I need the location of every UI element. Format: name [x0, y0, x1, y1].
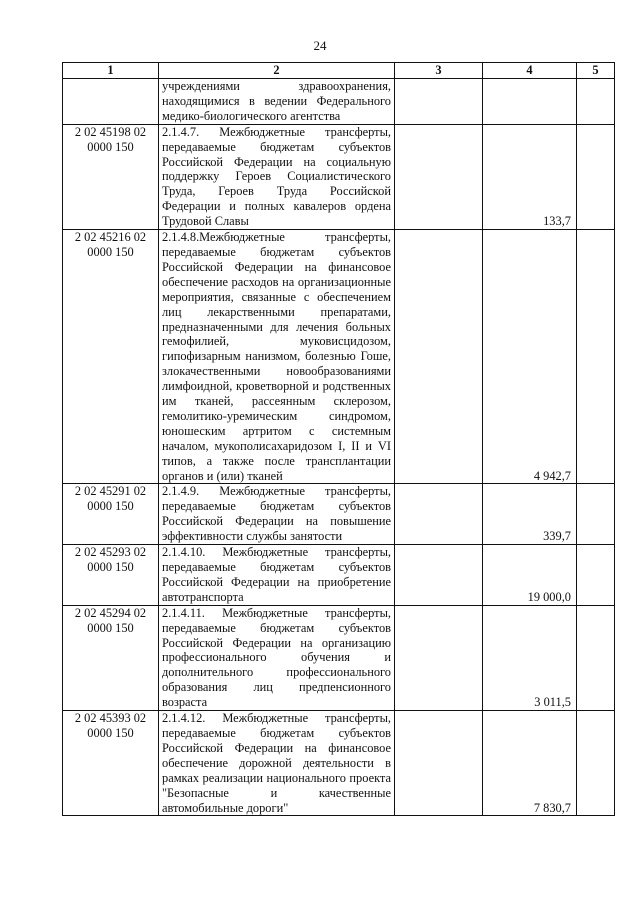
- row-col5: [577, 545, 615, 606]
- row-description: 2.1.4.12. Межбюджетные трансферты, передаваемые бюджетам субъектов Российской Федерации на финансовое обеспечение дорожной деятельности в рамках реализации национального проекта "Безопасные и качественные автомобильные дороги": [159, 711, 395, 816]
- table-row: [63, 484, 615, 545]
- row-description: 2.1.4.10. Межбюджетные трансферты, передаваемые бюджетам субъектов Российской Федерации на приобретение автотранспорта: [159, 545, 395, 606]
- header-col-5: 5: [577, 63, 615, 79]
- row-amount: 339,7: [483, 484, 577, 545]
- row-col5: [577, 230, 615, 484]
- row-description: 2.1.4.9. Межбюджетные трансферты, передаваемые бюджетам субъектов Российской Федерации на повышение эффективности службы занятости: [159, 484, 395, 545]
- table-header-row: [63, 63, 615, 79]
- row-amount: [483, 79, 577, 125]
- table-row: [63, 230, 615, 484]
- row-code: 2 02 45291 02 0000 150: [63, 484, 159, 545]
- header-col-4: 4: [483, 63, 577, 79]
- table-row: [63, 605, 615, 710]
- table-row: [63, 545, 615, 606]
- row-description: 2.1.4.11. Межбюджетные трансферты, передаваемые бюджетам субъектов Российской Федерации на организацию профессионального обучения и дополнительного профессионального образования лиц предпенсионного возраста: [159, 605, 395, 710]
- budget-table: [62, 62, 615, 816]
- row-amount: 4 942,7: [483, 230, 577, 484]
- row-description: 2.1.4.8.Межбюджетные трансферты, передаваемые бюджетам субъектов Российской Федерации на финансовое обеспечение расходов на организационные мероприятия, связанные с обеспечением лиц лекарственными препаратами, предназначенными для лечения больных гемофилией, муковисцидозом, гипофизарным нанизмом, болезнью Гоше, злокачественными новообразованиями лимфоидной, кроветворной и родственных им тканей, рассеянным склерозом, гемолитико-уремическим синдромом, юношеским артритом с системным началом, мукополисахаридозом I, II и VI типов, а также после трансплантации органов и (или) тканей: [159, 230, 395, 484]
- row-col5: [577, 124, 615, 229]
- row-code: 2 02 45393 02 0000 150: [63, 711, 159, 816]
- header-col-2: 2: [159, 63, 395, 79]
- row-col3: [395, 711, 483, 816]
- row-col5: [577, 79, 615, 125]
- row-col3: [395, 545, 483, 606]
- row-col3: [395, 230, 483, 484]
- row-code: 2 02 45294 02 0000 150: [63, 605, 159, 710]
- header-col-1: 1: [63, 63, 159, 79]
- row-amount: 3 011,5: [483, 605, 577, 710]
- table-row: [63, 79, 615, 125]
- row-description: учреждениями здравоохранения, находящимися в ведении Федерального медико-биологического агентства: [159, 79, 395, 125]
- row-amount: 7 830,7: [483, 711, 577, 816]
- row-col5: [577, 605, 615, 710]
- row-col5: [577, 711, 615, 816]
- table-row: [63, 124, 615, 229]
- row-code: [63, 79, 159, 125]
- row-description: 2.1.4.7. Межбюджетные трансферты, передаваемые бюджетам субъектов Российской Федерации на социальную поддержку Героев Социалистического Труда, Героев Труда Российской Федерации и полных кавалеров ордена Трудовой Славы: [159, 124, 395, 229]
- row-amount: 19 000,0: [483, 545, 577, 606]
- row-code: 2 02 45293 02 0000 150: [63, 545, 159, 606]
- row-code: 2 02 45198 02 0000 150: [63, 124, 159, 229]
- row-col3: [395, 79, 483, 125]
- header-col-3: 3: [395, 63, 483, 79]
- table-row: [63, 711, 615, 816]
- page-number: 24: [313, 38, 327, 53]
- row-col3: [395, 124, 483, 229]
- row-col3: [395, 484, 483, 545]
- row-col5: [577, 484, 615, 545]
- row-amount: 133,7: [483, 124, 577, 229]
- row-col3: [395, 605, 483, 710]
- row-code: 2 02 45216 02 0000 150: [63, 230, 159, 484]
